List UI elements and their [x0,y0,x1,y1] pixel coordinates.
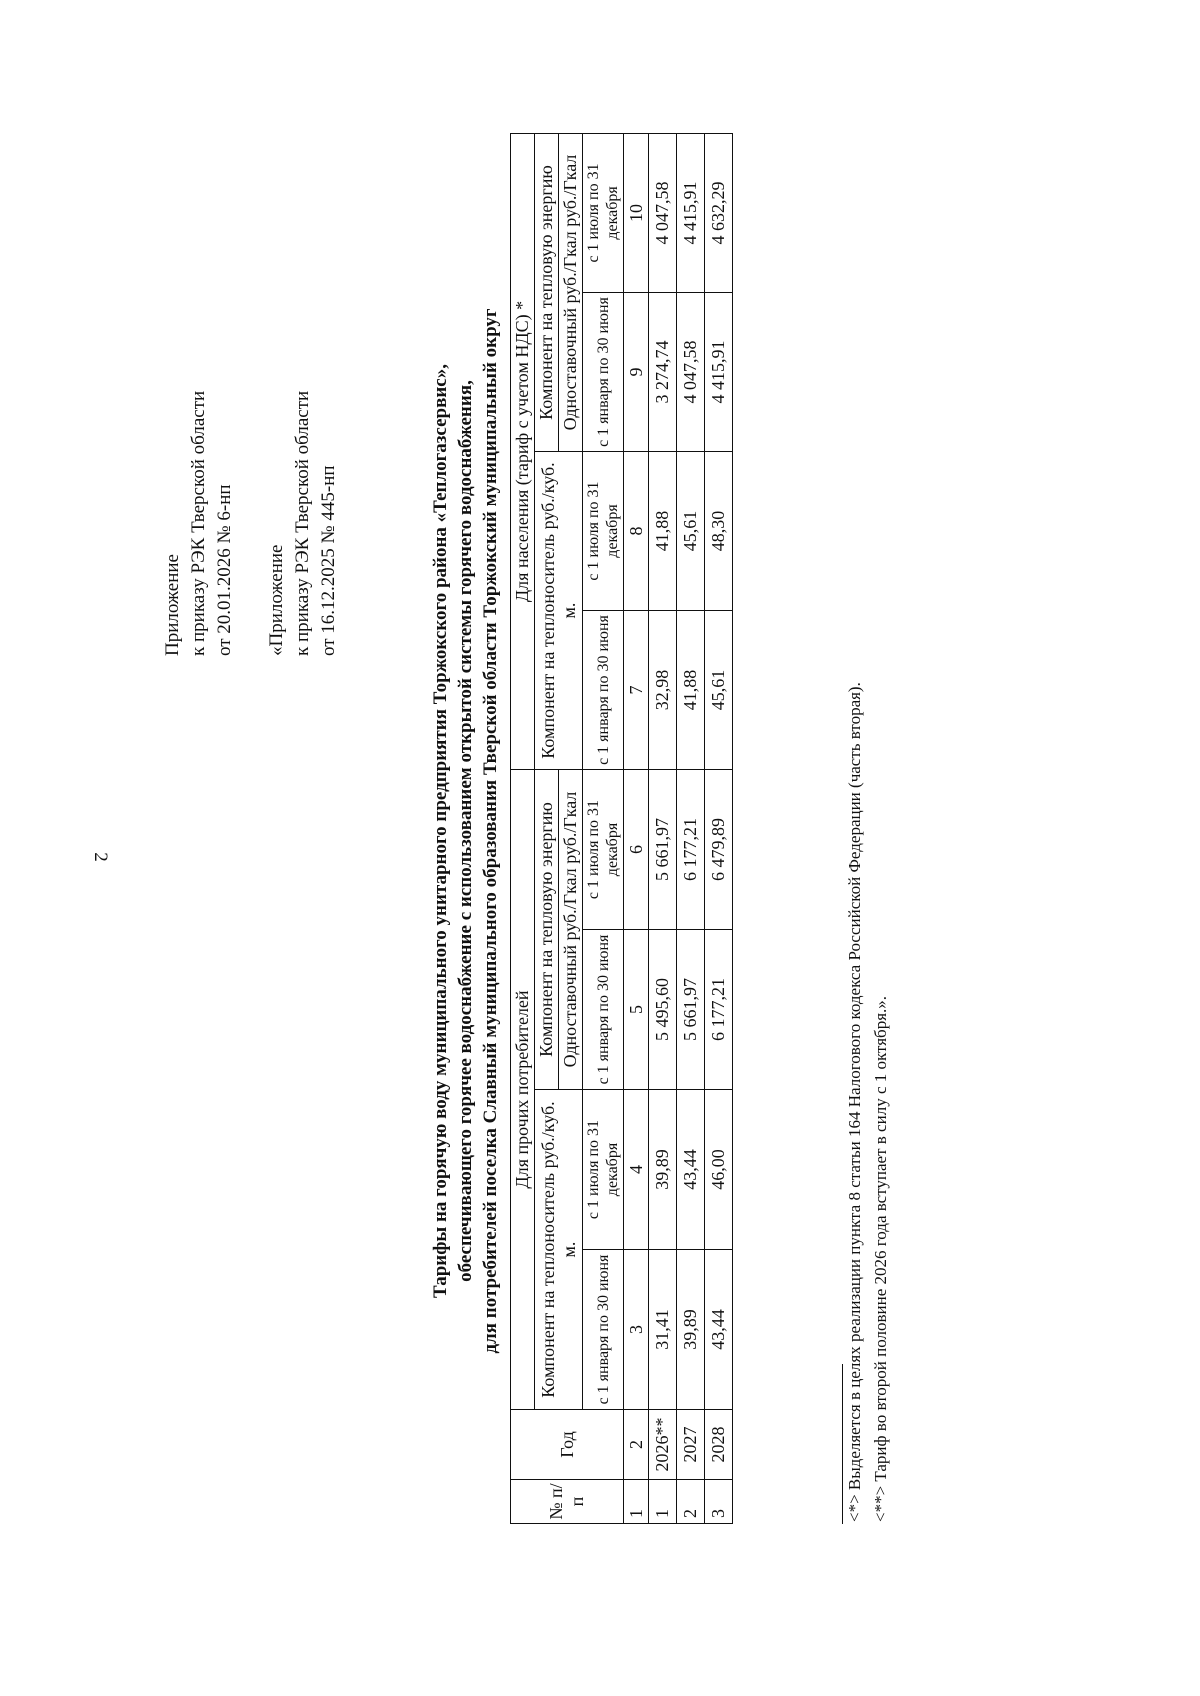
table-cell: 48,30 [705,452,733,611]
header-period-start: с 1 января по 30 июня [583,293,624,452]
page-number: 2 [90,852,111,862]
title-line: обеспечивающего горячее водоснабжение с использованием открытой системы горячего водоснабжения, [455,380,476,1282]
column-number-row [624,133,649,1523]
table-row [677,133,705,1523]
tariff-table [510,133,733,1524]
table-cell: 3 274,74 [649,293,677,452]
table-cell: 31,41 [649,1250,677,1410]
appendix-line: к приказу РЭК Тверской области [188,390,209,656]
appendix-line: от 16.12.2025 № 445-нп [318,465,339,656]
column-number: 9 [624,293,649,452]
table-cell: 45,61 [705,611,733,770]
header-year: Год [511,1410,624,1480]
table-cell: 43,44 [677,1090,705,1250]
table-cell: 4 047,58 [677,293,705,452]
column-number: 7 [624,611,649,770]
row-year: 2027 [677,1410,705,1480]
column-number: 2 [624,1410,649,1480]
header-energy-rate-other: Одноставочный руб./Гкал руб./Гкал [559,770,583,1090]
row-number: 3 [705,1480,733,1524]
row-number: 2 [677,1480,705,1524]
table-cell: 6 177,21 [677,770,705,930]
column-number: 10 [624,133,649,292]
header-carrier-other: Компонент на теплоноситель руб./куб. м. [535,1090,583,1410]
table-cell: 6 177,21 [705,930,733,1090]
appendix-line: «Приложение [266,544,287,656]
table-cell: 4 632,29 [705,133,733,292]
table-cell: 5 661,97 [649,770,677,930]
table-row [705,133,733,1523]
table-cell: 39,89 [649,1090,677,1250]
table-cell: 43,44 [705,1250,733,1410]
row-year: 2028 [705,1410,733,1480]
header-period-end: с 1 июля по 31 декабря [583,1090,624,1250]
row-year: 2026** [649,1410,677,1480]
table-cell: 39,89 [677,1250,705,1410]
title-line: Тарифы на горячую воду муниципального унитарного предприятия Торжокского района «Теплогазсервис», [430,364,451,1298]
column-number: 5 [624,930,649,1090]
header-number: № п/п [511,1480,624,1524]
row-number: 1 [649,1480,677,1524]
title-line: для потребителей поселка Славный муниципального образования Тверской области Торжокский муниципальный округ [480,308,501,1354]
footnote: <**> Тариф во второй половине 2026 года вступает в силу с 1 октября.». [871,995,890,1522]
header-period-start: с 1 января по 30 июня [583,611,624,770]
table-cell: 4 047,58 [649,133,677,292]
header-period-end: с 1 июля по 31 декабря [583,770,624,930]
table-cell: 5 661,97 [677,930,705,1090]
table-cell: 41,88 [649,452,677,611]
table-cell: 45,61 [677,452,705,611]
header-energy-other: Компонент на тепловую энергию [535,770,559,1090]
table-cell: 46,00 [705,1090,733,1250]
footnote: <*> Выделяется в целях реализации пункта 8 статьи 164 Налогового кодекса Российской Федерации (часть вторая). [845,682,864,1522]
header-period-start: с 1 января по 30 июня [583,1250,624,1410]
column-number: 6 [624,770,649,930]
table-cell: 4 415,91 [705,293,733,452]
table-cell: 41,88 [677,611,705,770]
table-cell: 4 415,91 [677,133,705,292]
header-period-start: с 1 января по 30 июня [583,930,624,1090]
table-cell: 5 495,60 [649,930,677,1090]
column-number: 8 [624,452,649,611]
appendix-line: от 20.01.2026 № 6-нп [214,484,235,656]
header-group-other: Для прочих потребителей [511,770,535,1410]
table-cell: 32,98 [649,611,677,770]
table-row [649,133,677,1523]
appendix-line: к приказу РЭК Тверской области [292,390,313,656]
footnotes [842,132,894,1522]
header-energy-rate-population: Одноставочный руб./Гкал руб./Гкал [559,133,583,451]
table-cell: 6 479,89 [705,770,733,930]
column-number: 3 [624,1250,649,1410]
header-carrier-population: Компонент на теплоноситель руб./куб. м. [535,452,583,770]
header-group-population: Для населения (тариф с учетом НДС) * [511,133,535,769]
header-period-end: с 1 июля по 31 декабря [583,452,624,611]
column-number: 4 [624,1090,649,1250]
header-period-end: с 1 июля по 31 декабря [583,133,624,292]
column-number: 1 [624,1480,649,1524]
appendix-line: Приложение [162,554,183,656]
header-energy-population: Компонент на тепловую энергию [535,133,559,451]
document-title [428,126,503,1536]
appendix-header [160,136,342,656]
